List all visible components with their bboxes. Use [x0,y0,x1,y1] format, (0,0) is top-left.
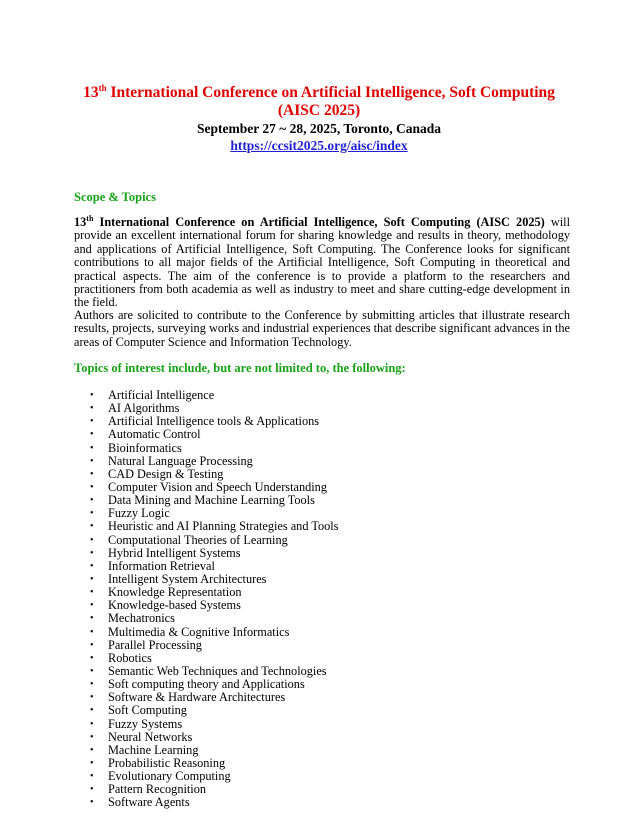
bullet-icon: • [90,744,94,756]
topic-label: Fuzzy Logic [108,506,170,521]
scope-paragraph-2: Authors are solicited to contribute to the Conference by submitting articles that illustrate research results, projects, surveying works and industrial experiences that describe significant advances in the areas of Computer Science and Information Technology. [74,308,570,349]
conference-dates-location: September 27 ~ 28, 2025, Toronto, Canada [197,121,441,136]
topic-label: Fuzzy Systems [108,716,183,731]
scope-paragraph-1 [74,213,570,310]
topic-label: Soft computing theory and Applications [108,677,305,692]
conference-url-line [60,138,578,154]
topic-label: Automatic Control [108,427,201,442]
topic-label: Pattern Recognition [108,782,207,797]
topic-label: Computer Vision and Speech Understanding [108,479,327,494]
bullet-icon: • [90,547,94,559]
bullet-icon: • [90,468,94,480]
topic-label: Software & Hardware Architectures [108,690,286,705]
bullet-icon: • [90,403,94,415]
conference-acronym: (AISC 2025) [277,102,361,119]
topic-label: Data Mining and Machine Learning Tools [108,493,315,508]
topics-heading: Topics of interest include, but are not limited to, the following: [74,361,406,375]
bullet-icon: • [90,587,94,599]
topic-label: Evolutionary Computing [108,769,231,784]
bullet-icon: • [90,508,94,520]
topic-label: Semantic Web Techniques and Technologies [108,663,327,678]
topic-label: Parallel Processing [108,637,202,652]
conference-url-link[interactable]: https://ccsit2025.org/aisc/index [230,138,408,153]
topic-label: Knowledge Representation [108,585,242,600]
topic-label: Probabilistic Reasoning [108,755,226,770]
bullet-icon: • [90,600,94,612]
topic-label: Bioinformatics [108,440,182,455]
bullet-icon: • [90,560,94,572]
topic-label: Neural Networks [108,729,193,744]
bullet-icon: • [90,442,94,454]
topic-label: Artificial Intelligence tools & Applications [108,414,320,429]
topic-label: Multimedia & Cognitive Informatics [108,624,290,639]
bullet-icon: • [90,626,94,638]
bullet-icon: • [90,534,94,546]
title-ordinal-suffix: th [98,82,107,93]
topic-label: Software Agents [108,795,190,810]
bullet-icon: • [90,429,94,441]
topic-label: Computational Theories of Learning [108,532,288,547]
bullet-icon: • [90,718,94,730]
topic-label: Soft Computing [108,703,187,718]
topic-label: Robotics [108,650,152,665]
bullet-icon: • [90,455,94,467]
topics-list [74,389,570,810]
scope-heading: Scope & Topics [74,190,156,204]
bullet-icon: • [90,639,94,651]
topic-item [74,796,570,809]
bullet-icon: • [90,665,94,677]
title-line1-text: International Conference on Artificial Intelligence, Soft Computing [106,84,555,101]
topic-label: CAD Design & Testing [108,466,224,481]
bullet-icon: • [90,679,94,691]
bullet-icon: • [90,613,94,625]
bullet-icon: • [90,784,94,796]
topic-label: Natural Language Processing [108,453,253,468]
bullet-icon: • [90,481,94,493]
bullet-icon: • [90,797,94,809]
conference-title [60,84,578,102]
topic-label: Artificial Intelligence [108,388,215,402]
topic-label: Heuristic and AI Planning Strategies and Tools [108,519,339,534]
para1-body: will provide an excellent international forum for sharing knowledge and results in theory, methodology and applications of Artificial Intelligence, Soft Computing. The Conference looks for significant contributions to all major fields of the Artificial Intelligence, Soft Computing in theoretical and practical aspects. The aim of the conference is to provide a platform to the researchers and practitioners from both academia as well as industry to meet and share cutting-edge development in the field. [74,215,570,310]
para1-bold-title: International Conference on Artificial Intelligence, Soft Computing (AISC 2025) [93,215,545,229]
bullet-icon: • [90,692,94,704]
topic-label: Machine Learning [108,742,199,757]
topic-label: Information Retrieval [108,558,215,573]
bullet-icon: • [90,705,94,717]
bullet-icon: • [90,573,94,585]
bullet-icon: • [90,416,94,428]
bullet-icon: • [90,771,94,783]
topic-label: AI Algorithms [108,401,180,416]
bullet-icon: • [90,652,94,664]
bullet-icon: • [90,495,94,507]
bullet-icon: • [90,757,94,769]
bullet-icon: • [90,390,94,401]
topic-label: Mechatronics [108,611,175,626]
bullet-icon: • [90,731,94,743]
title-number: 13 [83,84,99,101]
topic-label: Knowledge-based Systems [108,598,241,613]
bullet-icon: • [90,521,94,533]
para1-number: 13 [74,215,87,229]
para1-ordinal-suffix: th [86,213,94,223]
topic-label: Hybrid Intelligent Systems [108,545,241,560]
topic-label: Intelligent System Architectures [108,571,267,586]
